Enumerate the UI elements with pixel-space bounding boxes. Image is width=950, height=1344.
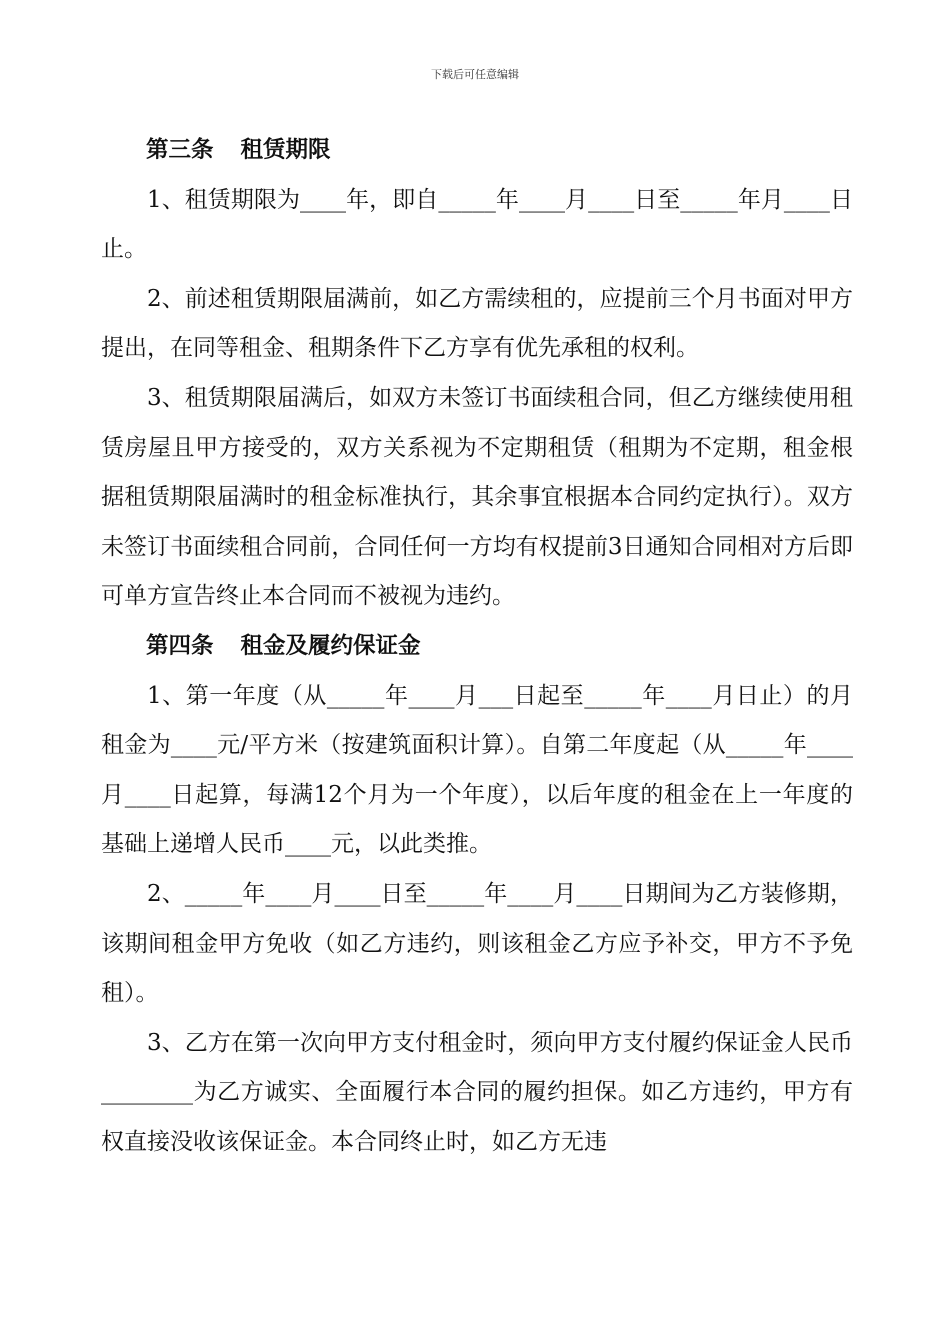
article-4-title: 租金及履约保证金: [240, 632, 421, 659]
article-3-clause-2: 2、前述租赁期限届满前，如乙方需续租的，应提前三个月书面对甲方提出，在同等租金、租期条件下乙方享有优先承租的权利。: [101, 285, 853, 362]
article-4-clause-2: 2、_____年____月____日至_____年____月____日期间为乙方装修期，该期间租金甲方免收（如乙方违约，则该租金乙方应予补交，甲方不予免租）。: [101, 880, 853, 1007]
article-4-heading: [101, 622, 853, 672]
article-3-heading: [101, 126, 853, 176]
article-3-number: 第三条: [146, 137, 214, 163]
article-3-title: 租赁期限: [240, 137, 331, 163]
article-4-clause-1: 1、第一年度（从_____年____月___日起至_____年____月日止）的月租金为____元/平方米（按建筑面积计算）。自第二年度起（从_____年____月____日起算，每满12个月为一个年度），以后年度的租金在上一年度的基础上递增人民币____元，以此类推。: [101, 682, 853, 858]
article-4-clause-3: 3、乙方在第一次向甲方支付租金时，须向甲方支付履约保证金人民币________为乙方诚实、全面履行本合同的履约担保。如乙方违约，甲方有权直接没收该保证金。本合同终止时，如乙方无违: [101, 1029, 853, 1155]
article-3-clause-1: 1、租赁期限为____年，即自_____年____月____日至_____年月____日止。: [101, 186, 853, 263]
page-header-note: 下载后可任意编辑: [431, 68, 519, 81]
article-4-number: 第四条: [146, 632, 214, 659]
article-3-clause-3: 3、租赁期限届满后，如双方未签订书面续租合同，但乙方继续使用租赁房屋且甲方接受的，双方关系视为不定期租赁（租期为不定期，租金根据租赁期限届满时的租金标准执行，其余事宜根据本合同约定执行）。双方未签订书面续租合同前，合同任何一方均有权提前3日通知合同相对方后即可单方宣告终止本合同而不被视为违约。: [101, 384, 853, 610]
document-body: [101, 126, 853, 1167]
